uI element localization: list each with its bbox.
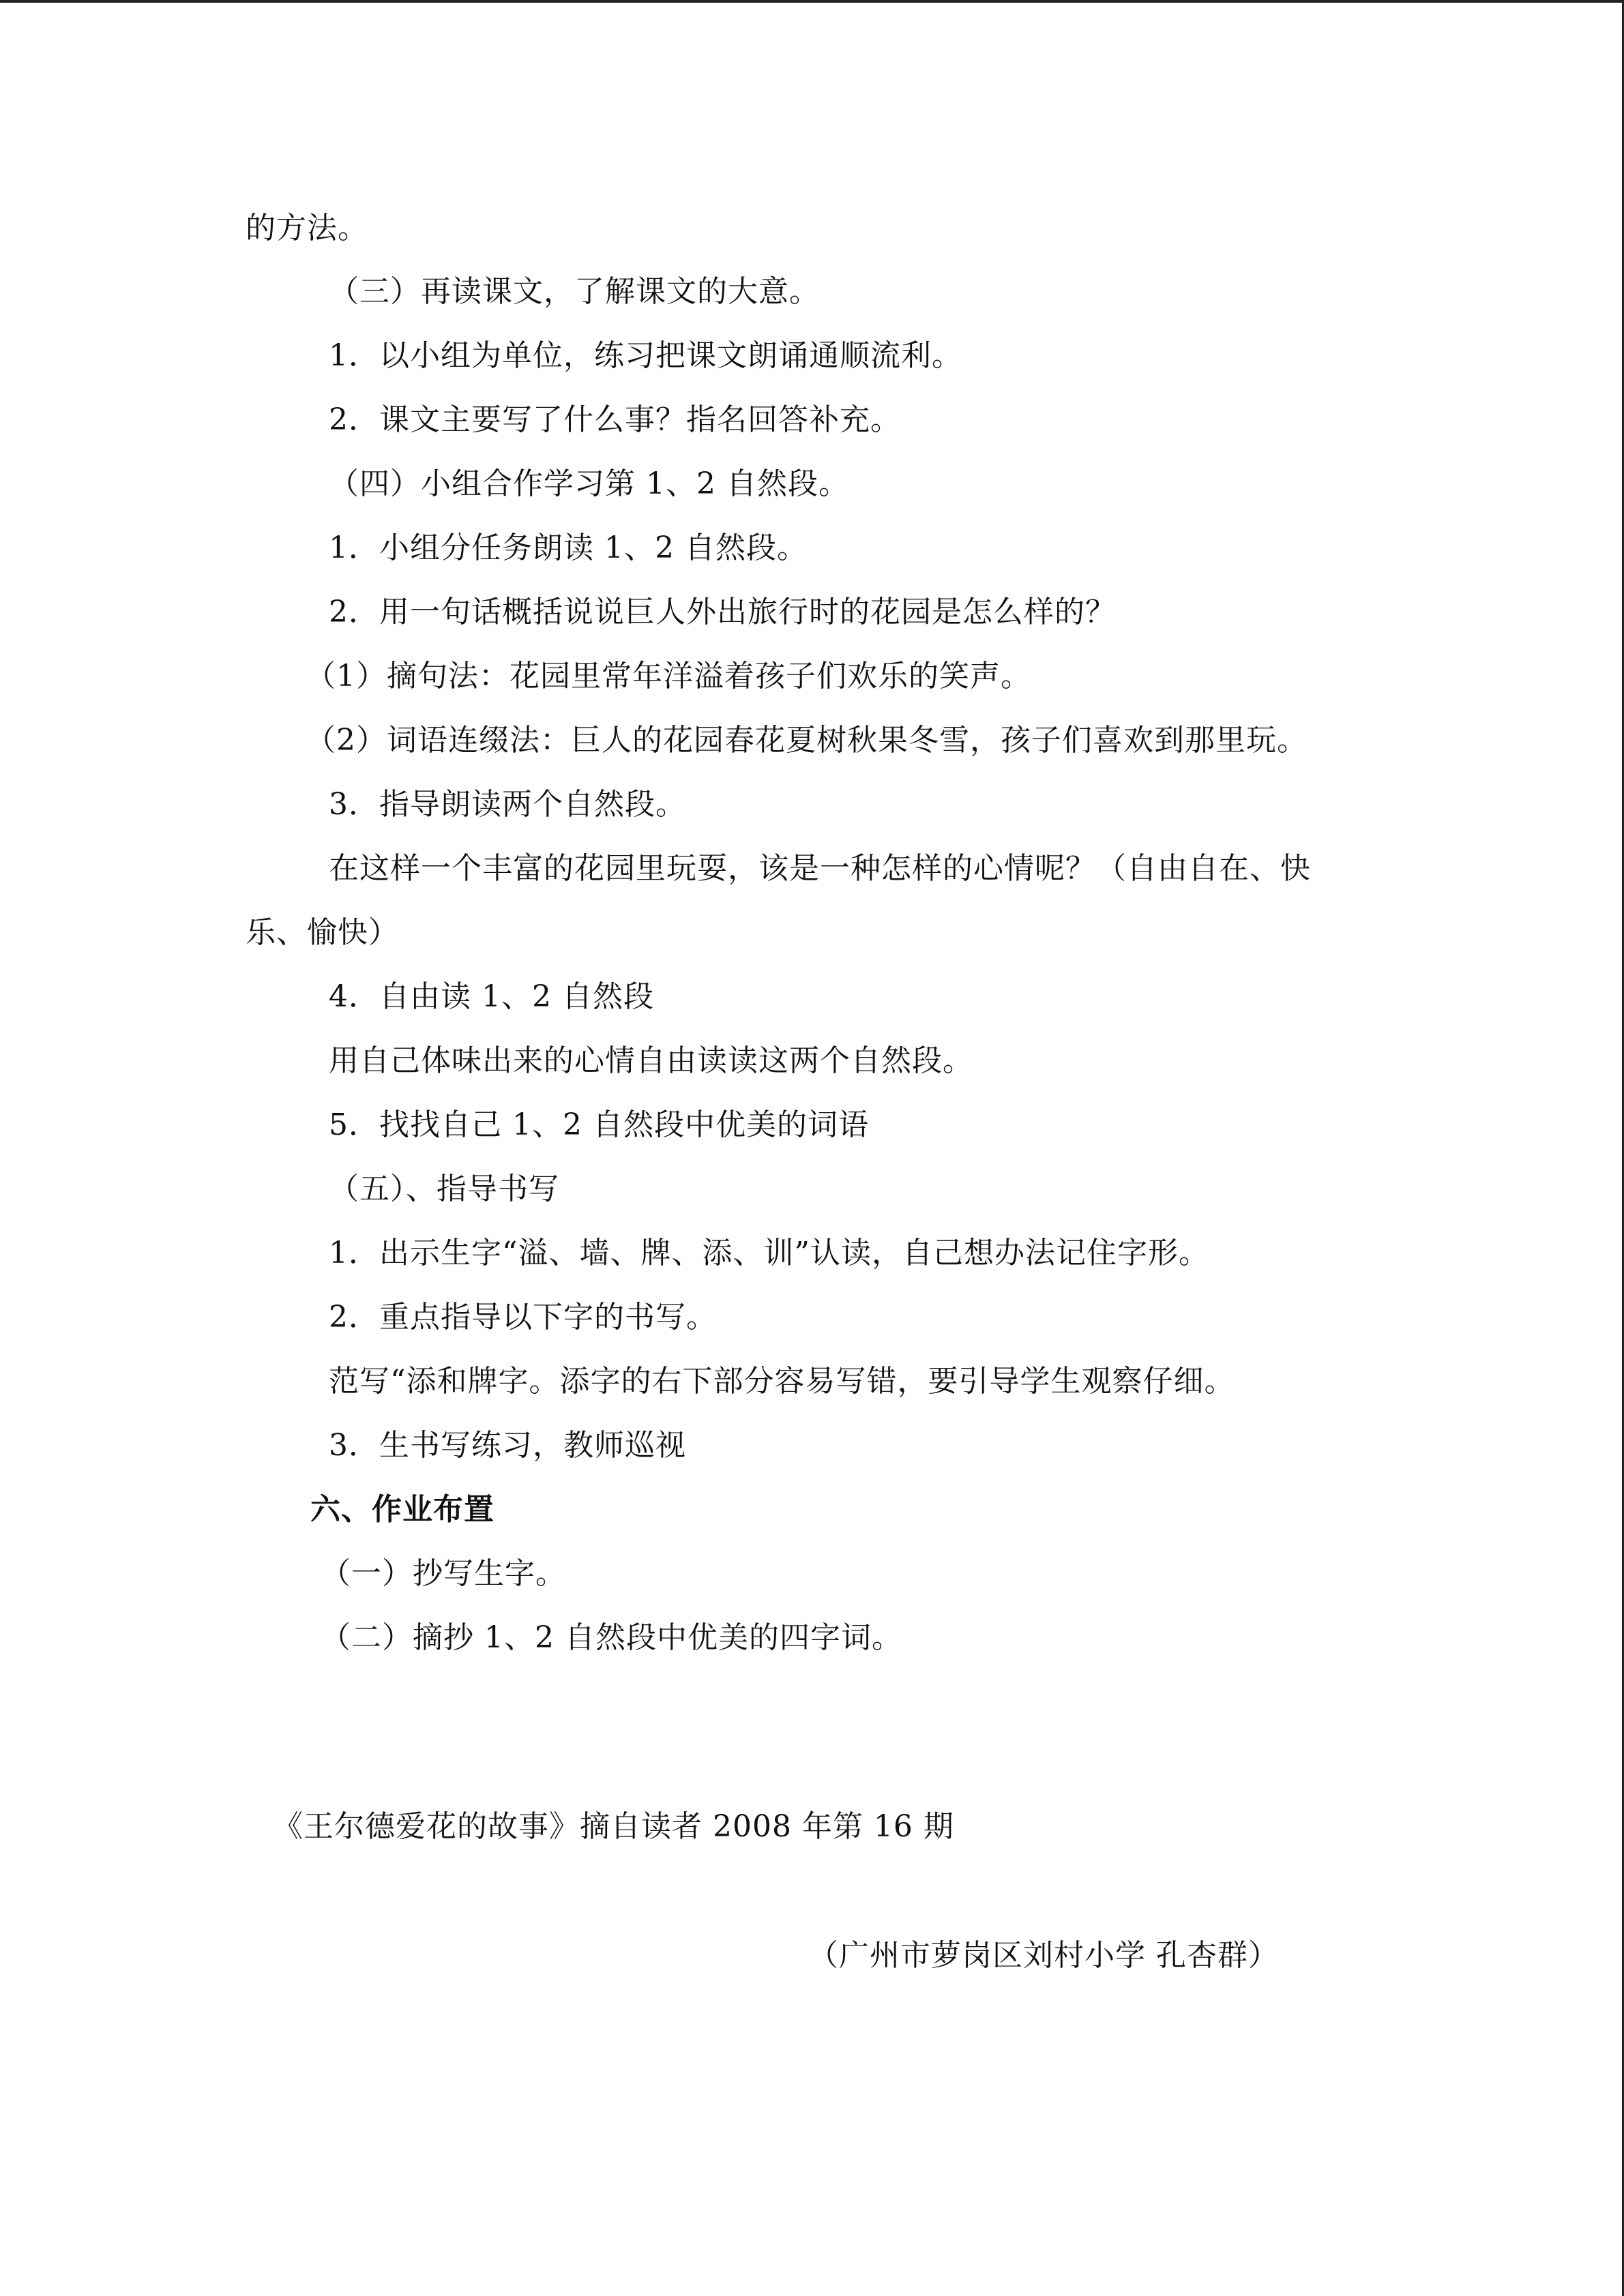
text-line: 范写“添和牌字。添字的右下部分容易写错，要引导学生观察仔细。 (329, 1364, 1235, 1399)
top-border-line (0, 0, 1624, 3)
text-line: 2．课文主要写了什么事？指名回答补充。 (329, 402, 901, 437)
text-line: 3．指导朗读两个自然段。 (329, 787, 686, 822)
text-line: 2．重点指导以下字的书写。 (329, 1300, 717, 1335)
section-heading: （四）小组合作学习第 1、2 自然段。 (329, 466, 849, 501)
text-line: 的方法。 (246, 211, 368, 245)
section-heading: （三）再读课文，了解课文的大意。 (329, 274, 820, 309)
text-line: （2）词语连缀法：巨人的花园春花夏树秋果冬雪，孩子们喜欢到那里玩。 (306, 723, 1308, 758)
section-heading: （五）、指导书写 (329, 1172, 559, 1206)
text-line: 1．出示生字“溢、墙、牌、添、训”认读，自己想办法记住字形。 (329, 1236, 1209, 1270)
text-line: 1．以小组为单位，练习把课文朗诵通顺流利。 (329, 338, 962, 373)
text-line: 1．小组分任务朗读 1、2 自然段。 (329, 531, 808, 565)
author-line: （广州市萝岗区刘村小学 孔杏群） (808, 1938, 1279, 1973)
text-line: 4．自由读 1、2 自然段 (329, 979, 654, 1014)
text-line: 用自己体味出来的心情自由读读这两个自然段。 (329, 1043, 973, 1078)
text-line: 5．找找自己 1、2 自然段中优美的词语 (329, 1107, 869, 1142)
text-line: （一）抄写生字。 (321, 1556, 566, 1591)
text-line: 3．生书写练习，教师巡视 (329, 1428, 686, 1463)
text-line: 在这样一个丰富的花园里玩耍，该是一种怎样的心情呢？（自由自在、快 (329, 851, 1311, 886)
text-line: （二）摘抄 1、2 自然段中优美的四字词。 (321, 1620, 902, 1655)
source-note: 《王尔德爱花的故事》摘自读者 2008 年第 16 期 (273, 1809, 954, 1844)
text-line: 2．用一句话概括说说巨人外出旅行时的花园是怎么样的？ (329, 595, 1116, 629)
text-line: （1）摘句法：花园里常年洋溢着孩子们欢乐的笑声。 (306, 659, 1031, 694)
homework-heading: 六、作业布置 (310, 1492, 494, 1527)
text-line: 乐、愉快） (246, 915, 399, 950)
